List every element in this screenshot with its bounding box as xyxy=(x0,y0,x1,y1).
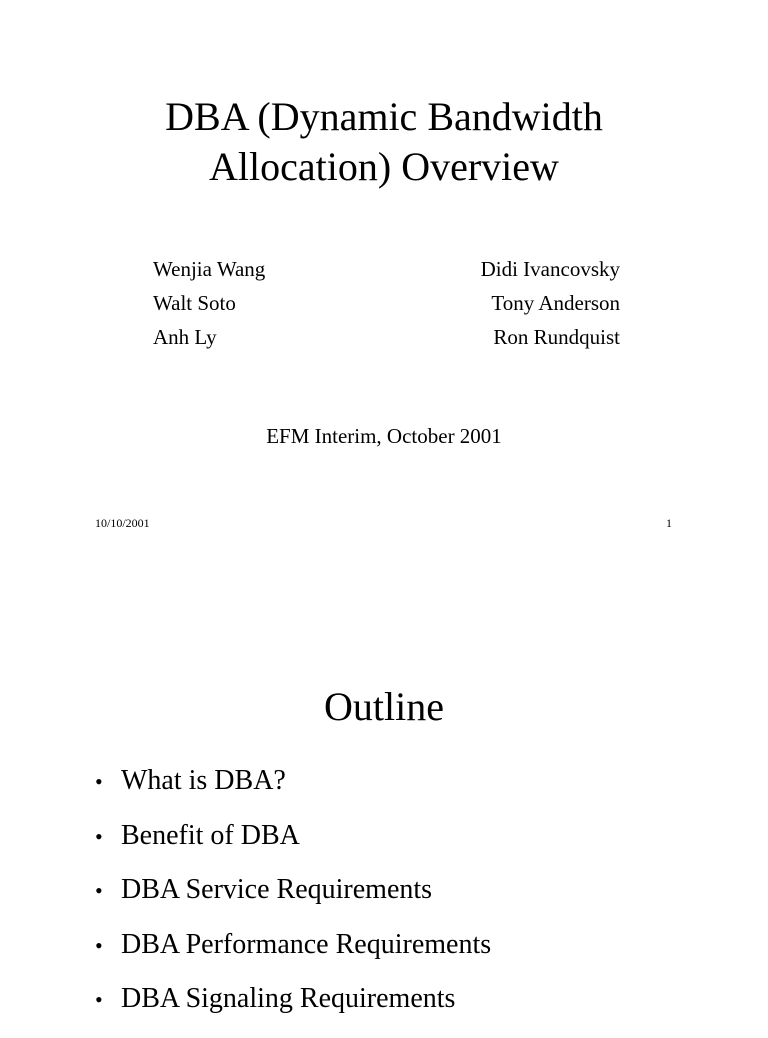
author-name: Didi Ivancovsky xyxy=(480,257,620,281)
author-name: Ron Rundquist xyxy=(493,325,620,349)
event-line: EFM Interim, October 2001 xyxy=(266,424,502,448)
list-item-text: DBA Performance Requirements xyxy=(121,928,492,960)
bullet-icon: • xyxy=(95,769,103,794)
list-item-text: Benefit of DBA xyxy=(121,819,300,851)
list-item-text: DBA Signaling Requirements xyxy=(121,983,456,1014)
bullet-icon: • xyxy=(95,987,103,1012)
author-name: Anh Ly xyxy=(153,325,217,349)
bullet-icon: • xyxy=(95,823,103,849)
bullet-icon: • xyxy=(95,932,103,958)
page-number: 1 xyxy=(666,516,672,530)
slide-title-heading xyxy=(0,92,768,192)
list-item xyxy=(95,820,491,875)
title-line: Allocation) Overview xyxy=(209,144,559,189)
authors-right-column xyxy=(481,252,620,354)
author-name: Walt Soto xyxy=(153,291,236,315)
outline-list xyxy=(95,765,491,1038)
list-item-text: DBA Service Requirements xyxy=(121,874,433,905)
authors-left-column xyxy=(153,252,265,354)
bullet-icon: • xyxy=(95,878,103,903)
footer-date: 10/10/2001 xyxy=(95,516,150,530)
title-line: DBA (Dynamic Bandwidth xyxy=(165,94,603,139)
list-item xyxy=(95,874,491,929)
slide-outline xyxy=(0,560,768,1024)
author-name: Wenjia Wang xyxy=(153,257,266,281)
list-item xyxy=(95,983,491,1038)
outline-heading: Outline xyxy=(324,684,444,729)
author-name: Tony Anderson xyxy=(491,291,620,315)
list-item xyxy=(95,929,491,984)
list-item-text: What is DBA? xyxy=(121,765,286,796)
list-item xyxy=(95,765,491,820)
